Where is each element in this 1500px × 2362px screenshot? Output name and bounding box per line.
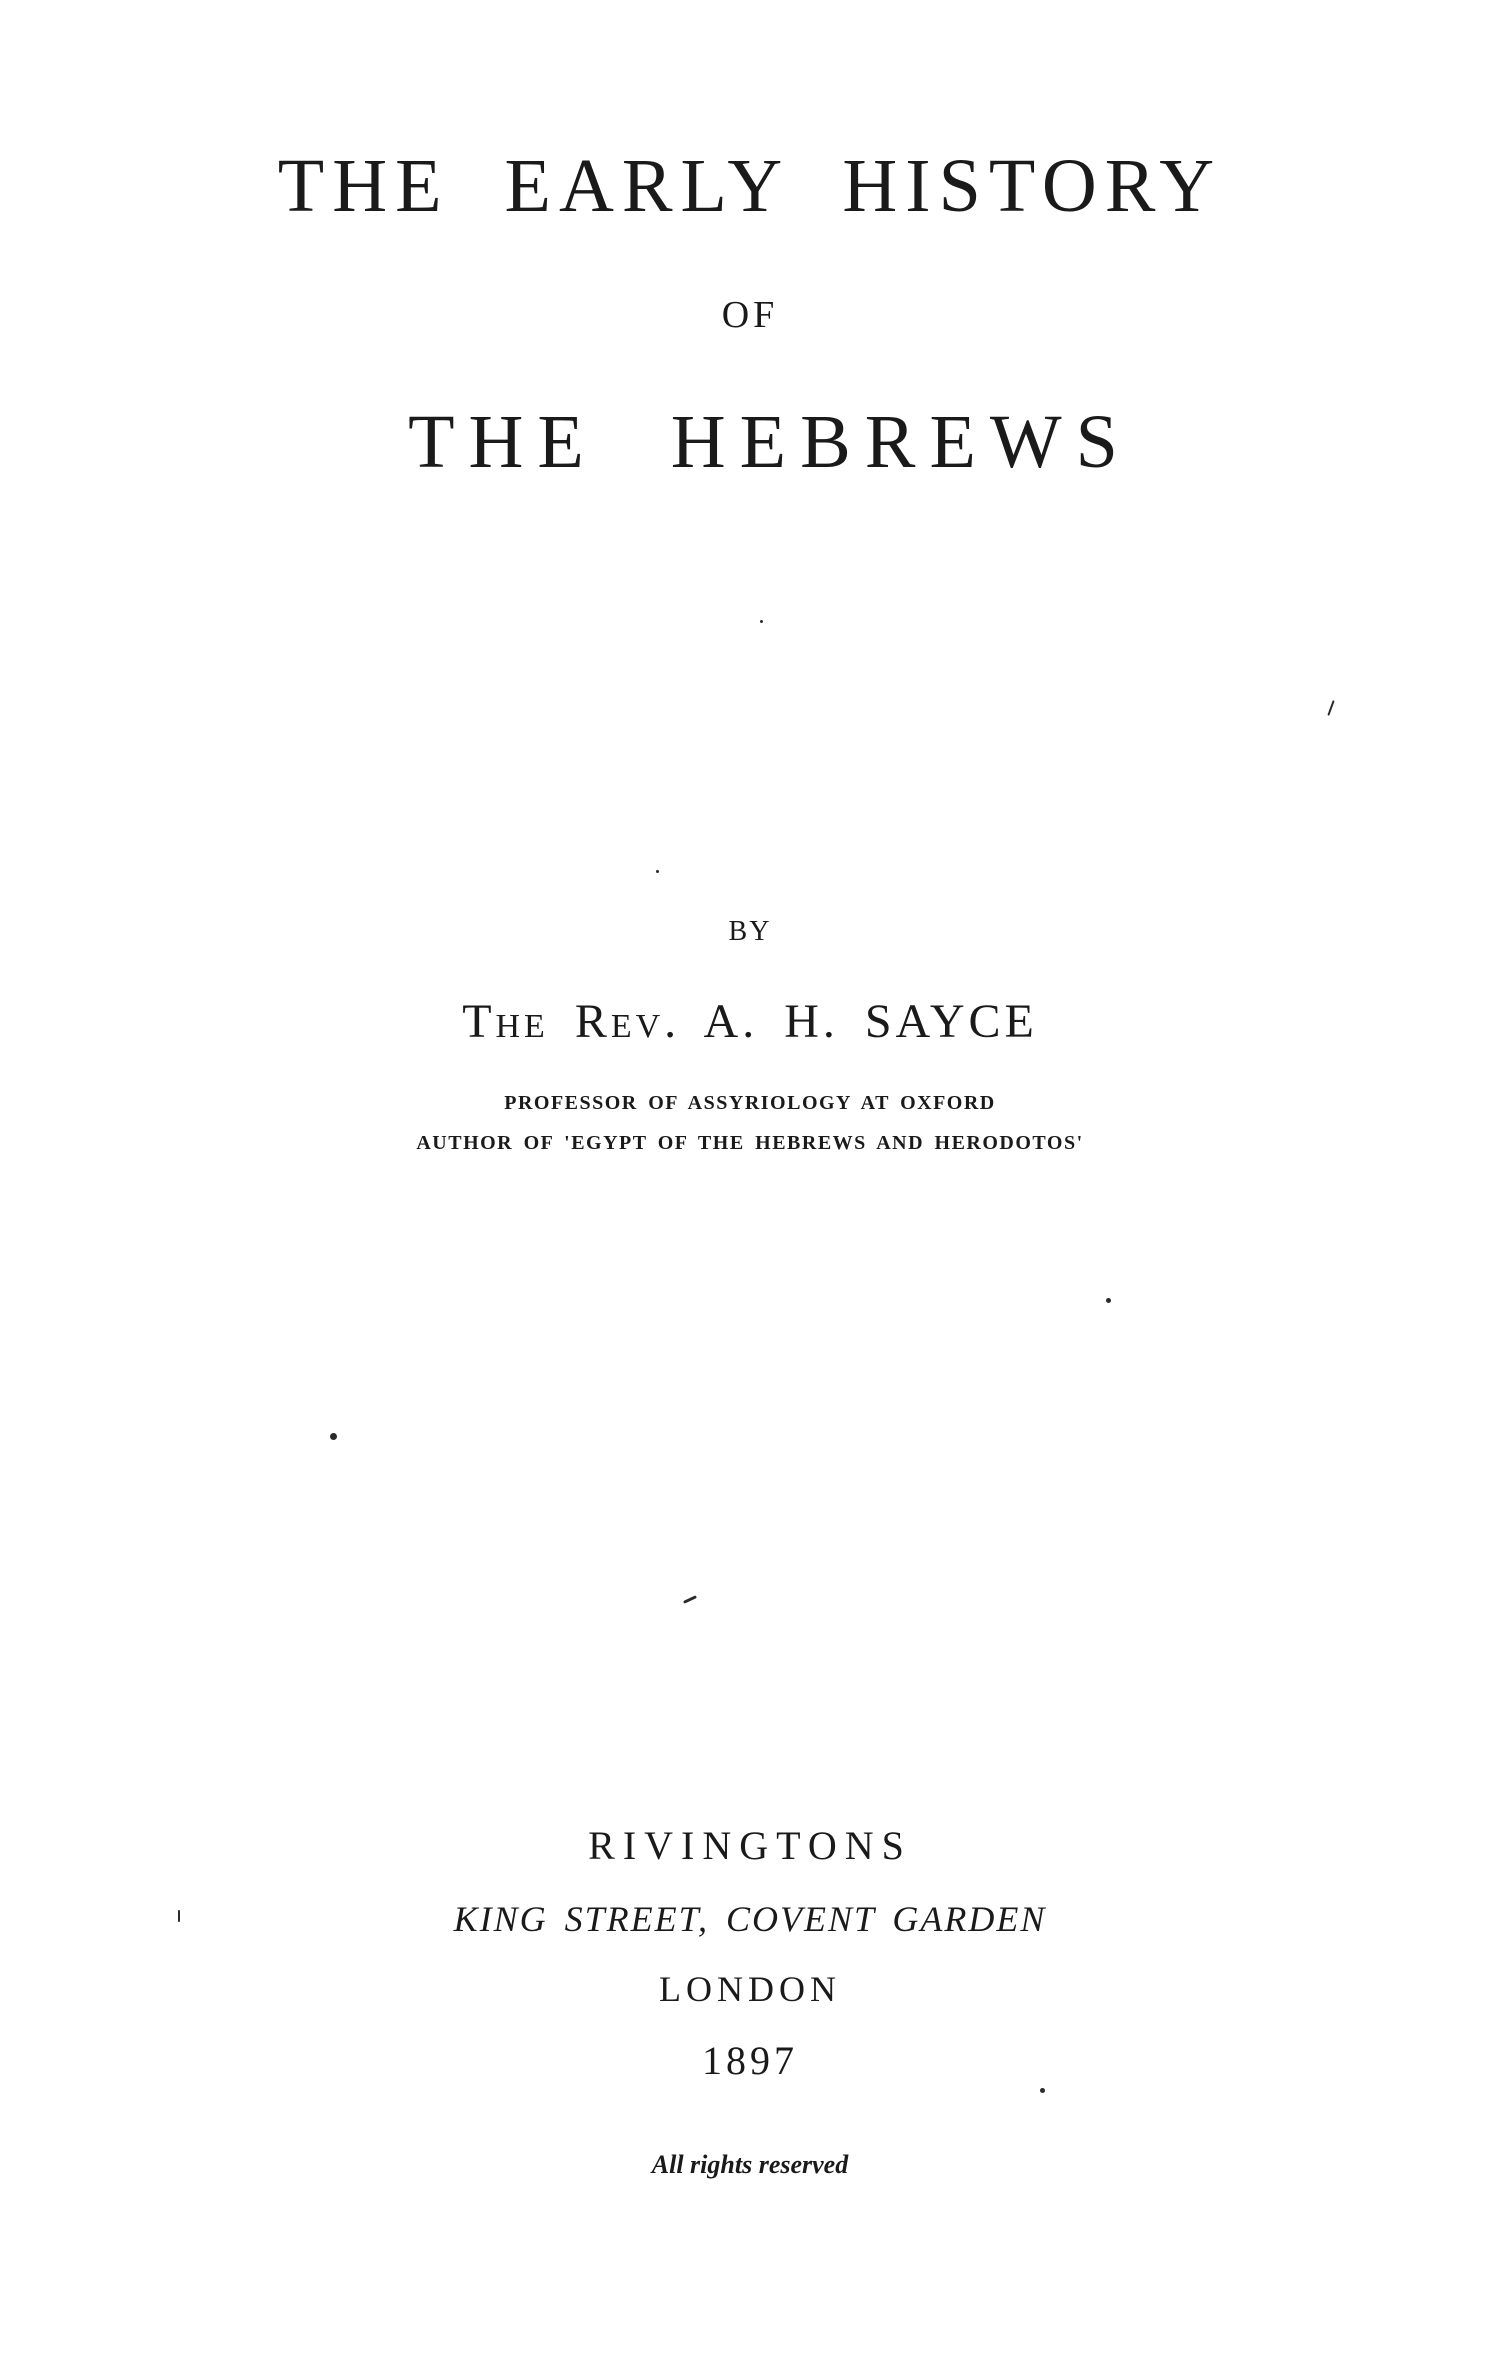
book-title-connector: OF bbox=[721, 294, 779, 336]
author-credential-professorship: PROFESSOR OF ASSYRIOLOGY AT OXFORD bbox=[504, 1092, 996, 1114]
book-subtitle: THE HEBREWS bbox=[408, 400, 1132, 484]
scan-speck bbox=[1106, 1298, 1111, 1303]
scan-speck bbox=[656, 870, 659, 873]
scan-speck bbox=[683, 1595, 697, 1604]
by-label: BY bbox=[728, 916, 772, 947]
scan-speck bbox=[1040, 2088, 1045, 2093]
scan-speck bbox=[178, 1910, 180, 1922]
publisher-name: RIVINGTONS bbox=[588, 1823, 912, 1868]
publisher-address: KING STREET, COVENT GARDEN bbox=[453, 1899, 1047, 1939]
scan-speck bbox=[330, 1433, 337, 1440]
author-prefix: The Rev. bbox=[462, 995, 681, 1048]
rights-notice: All rights reserved bbox=[651, 2150, 849, 2179]
author-credential-works: AUTHOR OF 'EGYPT OF THE HEBREWS AND HERODOTOS' bbox=[416, 1132, 1084, 1154]
author-name bbox=[0, 995, 1500, 1048]
book-title: THE EARLY HISTORY bbox=[277, 144, 1223, 228]
publication-year: 1897 bbox=[702, 2038, 798, 2083]
publisher-city: LONDON bbox=[659, 1969, 841, 2009]
scan-speck bbox=[1327, 700, 1334, 716]
author-surname: A. H. SAYCE bbox=[703, 995, 1038, 1048]
scan-speck bbox=[760, 620, 763, 623]
